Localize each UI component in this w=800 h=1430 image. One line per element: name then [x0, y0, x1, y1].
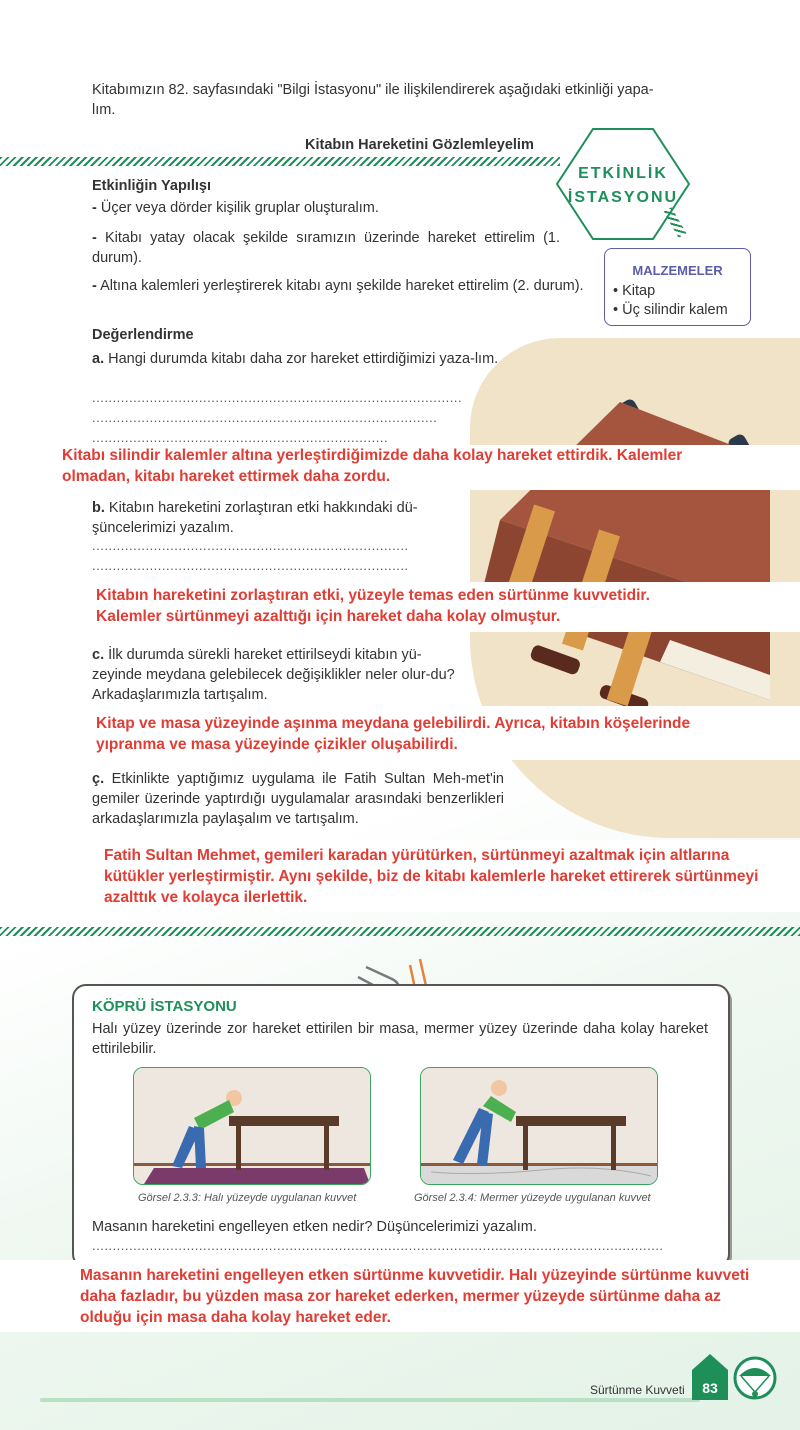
- materials-box: [604, 248, 751, 326]
- answer-d: Fatih Sultan Mehmet, gemileri karadan yürütürken, sürtünmeyi azaltmak için altlarına kütükler yerleştirmiştir. Aynı şekilde, biz de kitabı kalemlerle hareket ettirerek sürtünmeyi azalttık ve kolayca ilerlettik.: [104, 845, 774, 908]
- answer-c: Kitap ve masa yüzeyinde aşınma meydana gelebilirdi. Ayrıca, kitabın köşelerinde yıpranma ve masa yüzeyinde çizikler oluşabilirdi.: [96, 713, 736, 755]
- answer-b: Kitabın hareketini zorlaştıran etki, yüzeyle temas eden sürtünme kuvvetidir. Kalemler sürtünmeyi azalttığı için hareket daha kolay olmuştur.: [96, 585, 706, 627]
- activity-title: Kitabın Hareketini Gözlemleyelim: [305, 137, 534, 153]
- materials-title: MALZEMELER: [632, 263, 723, 278]
- answer-line-b: .............................................................................: [92, 558, 409, 573]
- bridge-text: Halı yüzey üzerinde zor hareket ettirilen bir masa, mermer yüzey üzerinde daha kolay hareket ettirilebilir.: [92, 1021, 708, 1057]
- materials-item: • Üç silindir kalem: [613, 302, 728, 318]
- footer-rule: [40, 1398, 700, 1402]
- bridge-question: Masanın hareketini engelleyen etken nedir? Düşüncelerimizi yazalım.: [92, 1219, 537, 1235]
- answer-line-a: ..........................................................................................: [92, 390, 463, 405]
- hatch-divider-top: [0, 157, 560, 166]
- question-a: a. Hangi durumda kitabı daha zor hareket ettirdiğimizi yaza-lım.: [92, 351, 499, 367]
- bridge-title: KÖPRÜ İSTASYONU: [92, 998, 237, 1015]
- intro-text: Kitabımızın 82. sayfasındaki "Bilgi İstasyonu" ile ilişkilendirerek aşağıdaki etkinliği yapa- lım.: [92, 82, 654, 118]
- question-d: ç. Etkinlikte yaptığımız uygulama ile Fatih Sultan Meh-met'in gemiler üzerinde yaptırdığı uygulamalar arasındaki benzerlikleri arkadaşlarımızla paylaşalım ve tartışalım.: [92, 771, 504, 827]
- figure-carpet: [133, 1067, 371, 1185]
- materials-item: • Kitap: [613, 283, 656, 299]
- book-on-pencils-illustration: [470, 390, 800, 710]
- bridge-answer: Masanın hareketini engelleyen etken sürtünme kuvvetidir. Halı yüzeyinde sürtünme kuvveti daha fazladır, bu yüzden masa zor hareket ederken, mermer yüzeyde sürtünme daha az olduğu için masa daha kolay hareket eder.: [80, 1265, 770, 1328]
- answer-line-a: ........................................................................: [92, 430, 389, 445]
- footer-chapter: Sürtünme Kuvveti: [590, 1383, 685, 1397]
- step-2: - Kitabı yatay olacak şekilde sıramızın üzerinde hareket ettirelim (1. durum).: [92, 230, 560, 266]
- activity-station-label: ETKİNLİK İSTASYONU: [567, 165, 679, 206]
- page-number: 83: [702, 1380, 718, 1396]
- question-b: b. Kitabın hareketini zorlaştıran etki hakkındaki dü-şüncelerimizi yazalım.: [92, 500, 418, 536]
- answer-a: Kitabı silindir kalemler altına yerleştirdiğimizde daha kolay hareket ettirdik. Kalemler olmadan, kitabı hareket ettirmek daha zordu.: [62, 445, 722, 487]
- evaluation-heading: Değerlendirme: [92, 327, 194, 343]
- caption-marble: Görsel 2.3.4: Mermer yüzeyde uygulanan kuvvet: [414, 1192, 651, 1204]
- answer-line-b: .............................................................................: [92, 538, 409, 553]
- hatch-divider-bottom: [0, 927, 800, 936]
- figure-marble: [420, 1067, 658, 1185]
- step-1: - Üçer veya dörder kişilik gruplar oluşturalım.: [92, 200, 379, 216]
- step-3: - Altına kalemleri yerleştirerek kitabı aynı şekilde hareket ettirelim (2. durum).: [92, 278, 584, 294]
- howto-heading: Etkinliğin Yapılışı: [92, 178, 211, 194]
- answer-line-a: ....................................................................................: [92, 410, 438, 425]
- question-c: c. İlk durumda sürekli hareket ettirilseydi kitabın yü-zeyinde meydana gelebilecek değişiklikler neler olur-du? Arkadaşlarımızla tartışalım.: [92, 647, 455, 703]
- parachute-logo-icon: [725, 1356, 785, 1404]
- caption-carpet: Görsel 2.3.3: Halı yüzeyde uygulanan kuvvet: [138, 1192, 357, 1204]
- bridge-answer-line: ...........................................................................................................................................: [92, 1238, 664, 1253]
